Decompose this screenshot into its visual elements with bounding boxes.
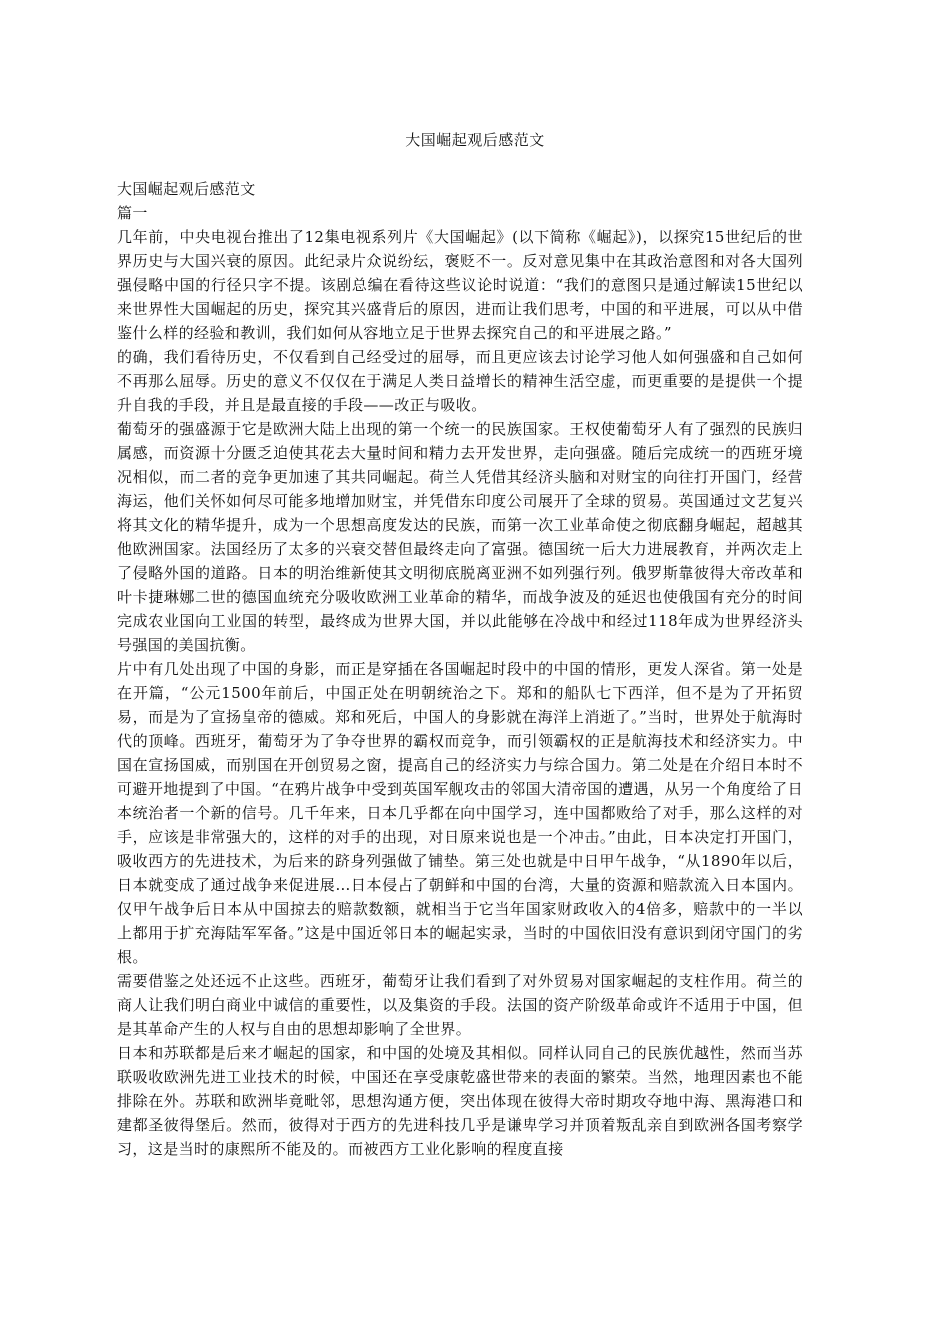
document-title: 大国崛起观后感范文	[405, 131, 545, 149]
section-label: 篇一	[117, 204, 148, 222]
document-subtitle: 大国崛起观后感范文	[117, 180, 256, 198]
paragraph-1: 几年前，中央电视台推出了12集电视系列片《大国崛起》(以下简称《崛起》)，以探究15世纪后的世界历史与大国兴衰的原因。此纪录片众说纷纭，褒贬不一。反对意见集中在其政治意图和对各大国列强侵略中国的行径只字不提。该剧总编在看待这些议论时说道：“我们的意图只是通过解读15世纪以来世界性大国崛起的历史，探究其兴盛背后的原因，进而让我们思考，中国的和平进展，可以从中借鉴什么样的经验和教训，我们如何从容地立足于世界去探究自己的和平进展之路。”	[117, 228, 803, 342]
paragraph-3: 葡萄牙的强盛源于它是欧洲大陆上出现的第一个统一的民族国家。王权使葡萄牙人有了强烈的民族归属感，而资源十分匮乏迫使其花去大量时间和精力去开发世界，走向强盛。随后完成统一的西班牙境况相似，而二者的竞争更加速了其共同崛起。荷兰人凭借其经济头脑和对财宝的向往打开国门，经营海运，他们关怀如何尽可能多地增加财宝，并凭借东印度公司展开了全球的贸易。英国通过文艺复兴将其文化的精华提升，成为一个思想高度发达的民族，而第一次工业革命使之彻底翻身崛起，超越其他欧洲国家。法国经历了太多的兴衰交替但最终走向了富强。德国统一后大力进展教育，并两次走上了侵略外国的道路。日本的明治维新使其文明彻底脱离亚洲不如列强行列。俄罗斯靠彼得大帝改革和叶卡捷琳娜二世的德国血统充分吸收欧洲工业革命的精华，而战争波及的延迟也使俄国有充分的时间完成农业国向工业国的转型，最终成为世界大国，并以此能够在冷战中和经过118年成为世界经济头号强国的美国抗衡。	[117, 420, 803, 654]
paragraph-6: 日本和苏联都是后来才崛起的国家，和中国的处境及其相似。同样认同自己的民族优越性，然而当苏联吸收欧洲先进工业技术的时候，中国还在享受康乾盛世带来的表面的繁荣。当然，地理因素也不能排除在外。苏联和欧洲毕竟毗邻，思想沟通方便，突出体现在彼得大帝时期攻夺地中海、黑海港口和建都圣彼得堡后。然而，彼得对于西方的先进科技几乎是谦卑学习并顶着叛乱亲自到欧洲各国考察学习，这是当时的康熙所不能及的。而被西方工业化影响的程度直接	[117, 1044, 803, 1158]
paragraph-2: 的确，我们看待历史，不仅看到自己经受过的屈辱，而且更应该去讨论学习他人如何强盛和自己如何不再那么屈辱。历史的意义不仅仅在于满足人类日益增长的精神生活空虚，而更重要的是提供一个提升自我的手段，并且是最直接的手段——改正与吸收。	[117, 348, 803, 414]
document-body	[117, 177, 803, 1161]
paragraph-4: 片中有几处出现了中国的身影，而正是穿插在各国崛起时段中的中国的情形，更发人深省。第一处是在开篇，“公元1500年前后，中国正处在明朝统治之下。郑和的船队七下西洋，但不是为了开拓贸易，而是为了宣扬皇帝的德威。郑和死后，中国人的身影就在海洋上消逝了。”当时，世界处于航海时代的顶峰。西班牙，葡萄牙为了争夺世界的霸权而竞争，而引领霸权的正是航海技术和经济实力。中国在宣扬国威，而别国在开创贸易之窗，提高自己的经济实力与综合国力。第二处是在介绍日本时不可避开地提到了中国。“在鸦片战争中受到英国军舰攻击的邻国大清帝国的遭遇，从另一个角度给了日本统治者一个新的信号。几千年来，日本几乎都在向中国学习，连中国都败给了对手，那么这样的对手，应该是非常强大的，这样的对手的出现，对日原来说也是一个冲击。”由此，日本决定打开国门，吸收西方的先进技术，为后来的跻身列强做了铺垫。第三处也就是中日甲午战争，“从1890年以后，日本就变成了通过战争来促进展…日本侵占了朝鲜和中国的台湾，大量的资源和赔款流入日本国内。仅甲午战争后日本从中国掠去的赔款数额，就相当于它当年国家财政收入的4倍多，赔款中的一半以上都用于扩充海陆军军备。”这是中国近邻日本的崛起实录，当时的中国依旧没有意识到闭守国门的劣根。	[117, 660, 803, 966]
paragraph-5: 需要借鉴之处还远不止这些。西班牙，葡萄牙让我们看到了对外贸易对国家崛起的支柱作用。荷兰的商人让我们明白商业中诚信的重要性，以及集资的手段。法国的资产阶级革命或许不适用于中国，但是其革命产生的人权与自由的思想却影响了全世界。	[117, 972, 803, 1038]
